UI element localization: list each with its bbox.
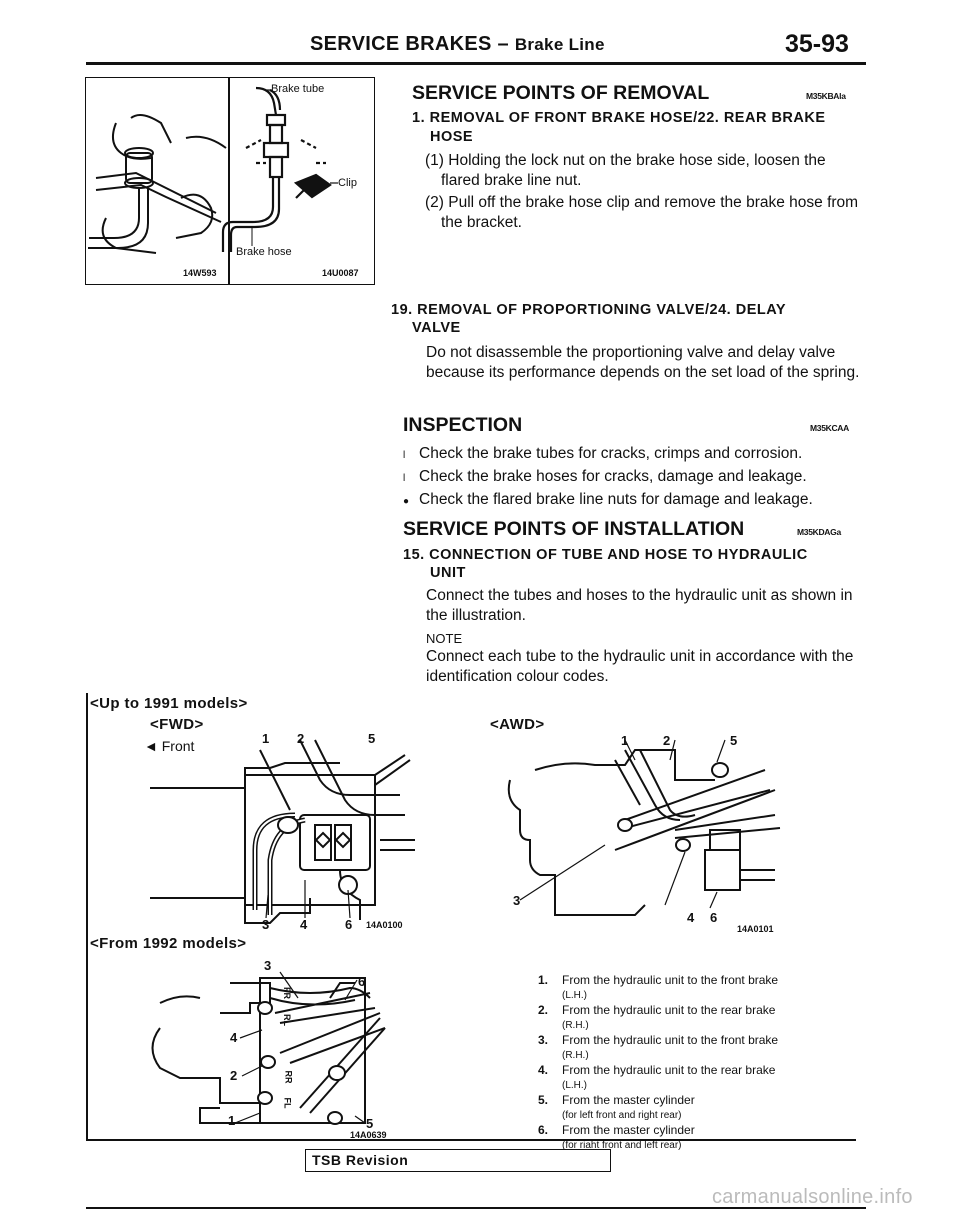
- item1-title: 1. REMOVAL OF FRONT BRAKE HOSE/22. REAR BRAKE: [412, 110, 826, 126]
- port-label-rl: RL: [282, 1014, 292, 1026]
- fwd-callout-5: 5: [368, 731, 376, 746]
- awd-hydraulic-unit-diagram: [505, 730, 795, 925]
- section-code-installation: M35KDAGa: [797, 527, 841, 537]
- watermark: carmanualsonline.info: [712, 1186, 913, 1208]
- awd-callout-2: 2: [663, 733, 671, 748]
- item1-step2: (2) Pull off the brake hose clip and remove the brake hose from the bracket.: [425, 194, 859, 231]
- figure-code-1992: 14A0639: [350, 1130, 387, 1140]
- bullet-text: Check the brake tubes for cracks, crimps and corrosion.: [419, 445, 803, 462]
- label-awd: <AWD>: [490, 716, 545, 733]
- list-item: [403, 466, 863, 489]
- legend-text: From the hydraulic unit to the rear brake: [562, 1063, 776, 1077]
- item1-title-cont: HOSE: [430, 129, 474, 145]
- legend-num: 2.: [538, 1003, 549, 1017]
- note-text: Connect each tube to the hydraulic unit in accordance with the identification colour codes.: [426, 648, 854, 685]
- item15-title-cont: UNIT: [430, 565, 466, 581]
- header-dash: –: [497, 33, 509, 55]
- fwd-callout-2: 2: [297, 731, 305, 746]
- page-header-title: [310, 33, 605, 56]
- legend-sub: (R.H.): [562, 1050, 589, 1061]
- legend-text: From the master cylinder: [562, 1093, 695, 1107]
- from-1992-hydraulic-unit-diagram: [140, 958, 390, 1133]
- list-item: [403, 443, 863, 466]
- list-item: [403, 489, 863, 512]
- legend-text: From the hydraulic unit to the front brake: [562, 973, 779, 987]
- fwd-callout-3: 3: [262, 917, 270, 932]
- fwd-callout-4: 4: [300, 917, 308, 932]
- header-rule: [86, 62, 866, 65]
- section-heading-removal: SERVICE POINTS OF REMOVAL: [412, 82, 710, 104]
- item15-title: 15. CONNECTION OF TUBE AND HOSE TO HYDRAULIC: [403, 547, 808, 563]
- legend-num: 3.: [538, 1033, 549, 1047]
- legend: [538, 973, 838, 1153]
- bullet-text: Check the flared brake line nuts for damage and leakage.: [419, 491, 813, 508]
- label-from-1992: <From 1992 models>: [90, 935, 247, 952]
- awd-callout-5: 5: [730, 733, 738, 748]
- section-code-inspection: M35KCAA: [810, 423, 849, 433]
- legend-sub: (for riaht front and left rear): [562, 1140, 682, 1151]
- awd-callout-3: 3: [513, 893, 521, 908]
- header-section: SERVICE BRAKES: [310, 33, 492, 55]
- front-arrow-icon: ◄: [144, 738, 158, 754]
- legend-text: From the hydraulic unit to the front brake: [562, 1033, 779, 1047]
- legend-text: From the hydraulic unit to the rear brake: [562, 1003, 776, 1017]
- fwd-callout-1: 1: [262, 731, 270, 746]
- tsb-revision-label: TSB Revision: [312, 1152, 409, 1168]
- port-label-fr: FR: [282, 987, 292, 999]
- note-label: NOTE: [426, 631, 463, 646]
- legend-sub: (for left front and right rear): [562, 1110, 682, 1121]
- n1992-callout-4: 4: [230, 1030, 238, 1045]
- legend-item: [538, 973, 838, 1003]
- front-label: Front: [161, 738, 195, 754]
- legend-num: 1.: [538, 973, 549, 987]
- bullet-mark: l: [403, 450, 406, 461]
- tsb-revision-box: [305, 1149, 611, 1172]
- section-heading-installation: SERVICE POINTS OF INSTALLATION: [403, 518, 745, 540]
- legend-num: 4.: [538, 1063, 549, 1077]
- port-label-rr: RR: [283, 1070, 294, 1084]
- legend-sub: (L.H.): [562, 1080, 587, 1091]
- item19-title: 19. REMOVAL OF PROPORTIONING VALVE/24. DELAY: [391, 302, 787, 318]
- inspection-list: [403, 443, 863, 512]
- item15-text: Connect the tubes and hoses to the hydraulic unit as shown in the illustration.: [426, 587, 853, 624]
- figure-frame-left: [86, 693, 88, 1140]
- n1992-callout-3: 3: [264, 958, 272, 973]
- awd-callout-6: 6: [710, 910, 718, 925]
- n1992-callout-1: 1: [228, 1113, 236, 1128]
- label-brake-hose: Brake hose: [236, 246, 292, 258]
- label-fwd: <FWD>: [150, 716, 204, 733]
- section-heading-inspection: INSPECTION: [403, 414, 523, 436]
- legend-num: 6.: [538, 1123, 549, 1137]
- legend-sub: (R.H.): [562, 1020, 589, 1031]
- item1-step1: (1) Holding the lock nut on the brake hose side, loosen the flared brake line nut.: [425, 152, 826, 189]
- page-number: 35-93: [785, 30, 849, 58]
- figure-code-awd: 14A0101: [737, 924, 774, 934]
- port-label-fl: FL: [282, 1097, 293, 1109]
- awd-callout-4: 4: [687, 910, 695, 925]
- legend-item: [538, 1093, 838, 1123]
- legend-text: From the master cylinder: [562, 1123, 695, 1137]
- label-brake-tube: Brake tube: [271, 83, 325, 95]
- figure-code-fwd: 14A0100: [366, 920, 403, 930]
- legend-item: [538, 1033, 838, 1063]
- legend-sub: (L.H.): [562, 990, 587, 1001]
- n1992-callout-5: 5: [366, 1116, 374, 1131]
- header-subsection: Brake Line: [514, 35, 605, 54]
- awd-callout-1: 1: [621, 733, 629, 748]
- bullet-text: Check the brake hoses for cracks, damage and leakage.: [419, 468, 807, 485]
- legend-item: [538, 1003, 838, 1033]
- bullet-mark: ●: [403, 496, 410, 507]
- section-code-removal: M35KBAla: [806, 91, 846, 101]
- fwd-callout-6: 6: [345, 917, 353, 932]
- legend-item: [538, 1063, 838, 1093]
- legend-num: 5.: [538, 1093, 549, 1107]
- item19-title-cont: VALVE: [412, 320, 461, 336]
- label-clip: Clip: [338, 177, 357, 189]
- brake-hose-illustration: [86, 78, 372, 283]
- n1992-callout-6: 6: [358, 974, 366, 989]
- figure-code-left: 14W593: [183, 268, 217, 278]
- fwd-hydraulic-unit-diagram: [140, 730, 420, 930]
- n1992-callout-2: 2: [230, 1068, 238, 1083]
- bullet-mark: l: [403, 473, 406, 484]
- label-up-to-1991: <Up to 1991 models>: [90, 695, 248, 712]
- figure-code-right: 14U0087: [322, 268, 359, 278]
- item19-text: Do not disassemble the proportioning valve and delay valve because its performance depends on the set load of the spring.: [426, 344, 860, 381]
